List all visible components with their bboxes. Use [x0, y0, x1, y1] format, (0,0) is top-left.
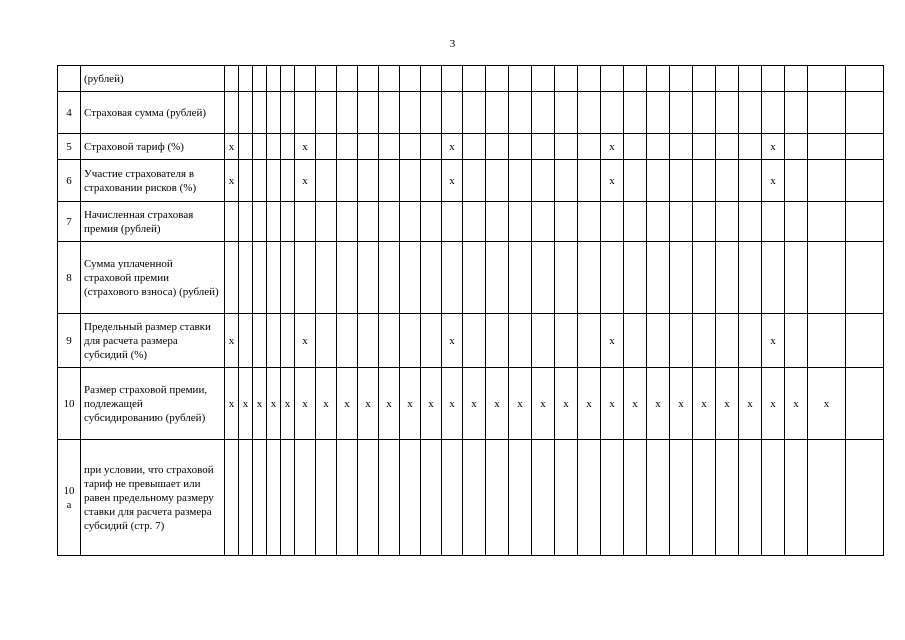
table-cell — [442, 92, 463, 134]
table-cell — [846, 202, 884, 242]
row-number: 10 — [58, 368, 81, 440]
table-cell: x — [739, 368, 762, 440]
table-cell: x — [442, 314, 463, 368]
table-cell — [670, 66, 693, 92]
table-cell — [670, 242, 693, 314]
table-cell — [379, 242, 400, 314]
table-cell — [358, 160, 379, 202]
table-cell — [716, 242, 739, 314]
table-cell — [670, 134, 693, 160]
table-cell — [267, 202, 281, 242]
table-cell — [808, 202, 846, 242]
table-cell — [578, 202, 601, 242]
row-label: Сумма уплаченной страховой премии (страхового взноса) (рублей) — [81, 242, 225, 314]
table-cell — [670, 92, 693, 134]
table-cell — [337, 314, 358, 368]
table-cell — [762, 66, 785, 92]
table-cell — [486, 134, 509, 160]
table-cell: x — [295, 134, 316, 160]
table-cell — [281, 66, 295, 92]
table-cell — [846, 368, 884, 440]
table-cell — [400, 314, 421, 368]
table-cell — [281, 440, 295, 556]
table-cell — [555, 202, 578, 242]
table-cell — [578, 242, 601, 314]
table-cell — [239, 92, 253, 134]
table-cell — [239, 66, 253, 92]
table-cell — [555, 242, 578, 314]
table-cell — [808, 92, 846, 134]
table-row — [58, 134, 884, 160]
table-cell — [253, 440, 267, 556]
table-cell — [337, 92, 358, 134]
table-cell — [624, 92, 647, 134]
table-cell — [400, 202, 421, 242]
table-cell — [808, 160, 846, 202]
table-cell: x — [225, 368, 239, 440]
table-cell — [486, 92, 509, 134]
table-cell — [716, 440, 739, 556]
table-cell: x — [532, 368, 555, 440]
table-cell — [267, 134, 281, 160]
table-cell — [647, 66, 670, 92]
table-cell — [739, 242, 762, 314]
table-cell — [295, 242, 316, 314]
table-cell: x — [463, 368, 486, 440]
table-cell — [295, 92, 316, 134]
table-cell — [762, 92, 785, 134]
table-cell — [785, 242, 808, 314]
table-cell — [421, 440, 442, 556]
table-cell — [693, 134, 716, 160]
row-label: (рублей) — [81, 66, 225, 92]
table-row — [58, 66, 884, 92]
table-cell — [532, 92, 555, 134]
table-cell — [693, 66, 716, 92]
table-cell — [578, 66, 601, 92]
table-cell — [239, 314, 253, 368]
table-cell — [281, 202, 295, 242]
table-cell — [316, 242, 337, 314]
table-cell — [400, 92, 421, 134]
table-cell — [239, 134, 253, 160]
table-cell: x — [442, 368, 463, 440]
table-cell — [379, 314, 400, 368]
table-cell — [647, 440, 670, 556]
table-cell — [716, 134, 739, 160]
table-cell — [400, 160, 421, 202]
table-cell: x — [716, 368, 739, 440]
table-cell — [624, 134, 647, 160]
table-cell — [846, 314, 884, 368]
table-cell — [647, 160, 670, 202]
table-cell: x — [358, 368, 379, 440]
table-cell — [846, 440, 884, 556]
table-cell: x — [624, 368, 647, 440]
table-cell — [532, 134, 555, 160]
table-cell — [337, 66, 358, 92]
table-cell — [379, 92, 400, 134]
table-cell — [463, 314, 486, 368]
table-cell — [532, 202, 555, 242]
table-cell — [739, 160, 762, 202]
table-cell — [762, 202, 785, 242]
table-cell — [486, 242, 509, 314]
table-cell — [253, 66, 267, 92]
table-cell: x — [379, 368, 400, 440]
table-cell — [532, 66, 555, 92]
table-cell — [670, 440, 693, 556]
table-cell: x — [225, 134, 239, 160]
table-cell: x — [281, 368, 295, 440]
table-cell — [509, 160, 532, 202]
table-cell — [647, 202, 670, 242]
table-cell — [486, 160, 509, 202]
table-cell — [421, 160, 442, 202]
table-cell — [555, 92, 578, 134]
table-cell — [442, 242, 463, 314]
row-label: Начисленная страховая премия (рублей) — [81, 202, 225, 242]
table-cell — [509, 92, 532, 134]
table-cell — [239, 160, 253, 202]
table-cell — [337, 202, 358, 242]
table-cell — [555, 134, 578, 160]
table-cell — [555, 440, 578, 556]
row-label: Участие страхователя в страховании рисков (%) — [81, 160, 225, 202]
table-cell — [601, 440, 624, 556]
table-cell: x — [509, 368, 532, 440]
table-cell — [808, 314, 846, 368]
table-cell — [693, 242, 716, 314]
table-cell — [716, 314, 739, 368]
table-cell — [463, 134, 486, 160]
table-cell — [785, 160, 808, 202]
table-cell — [624, 440, 647, 556]
table-cell — [267, 160, 281, 202]
table-cell — [295, 202, 316, 242]
table-cell — [693, 440, 716, 556]
table-cell — [400, 66, 421, 92]
table-cell — [624, 66, 647, 92]
table-cell: x — [421, 368, 442, 440]
table-cell — [624, 242, 647, 314]
table-cell — [337, 440, 358, 556]
table-cell — [463, 242, 486, 314]
table-row — [58, 314, 884, 368]
row-label: Страховой тариф (%) — [81, 134, 225, 160]
table-cell — [239, 202, 253, 242]
table-cell: x — [295, 160, 316, 202]
table-cell — [739, 92, 762, 134]
table-row — [58, 368, 884, 440]
table-cell — [532, 242, 555, 314]
table-cell — [647, 314, 670, 368]
table-cell: x — [295, 368, 316, 440]
table-cell — [379, 160, 400, 202]
table-cell — [739, 134, 762, 160]
row-label: Размер страховой премии, подлежащей субсидированию (рублей) — [81, 368, 225, 440]
table-cell — [316, 314, 337, 368]
table-cell — [442, 202, 463, 242]
table-cell: x — [267, 368, 281, 440]
table-cell — [316, 92, 337, 134]
table-cell — [421, 314, 442, 368]
table-cell — [624, 314, 647, 368]
table-cell — [846, 160, 884, 202]
table-cell — [316, 202, 337, 242]
table-cell — [486, 202, 509, 242]
table-cell — [808, 134, 846, 160]
table-cell — [267, 242, 281, 314]
table-cell — [670, 314, 693, 368]
table-cell — [379, 134, 400, 160]
table-cell — [670, 202, 693, 242]
table-cell: x — [785, 368, 808, 440]
table-cell — [739, 66, 762, 92]
table-cell: x — [316, 368, 337, 440]
table-cell — [281, 314, 295, 368]
table-cell — [316, 66, 337, 92]
table-cell: x — [762, 314, 785, 368]
table-cell: x — [225, 160, 239, 202]
table-cell — [253, 92, 267, 134]
table-cell — [442, 440, 463, 556]
table-cell — [846, 242, 884, 314]
table-cell — [337, 160, 358, 202]
table-cell — [253, 160, 267, 202]
table-cell — [358, 202, 379, 242]
row-number: 9 — [58, 314, 81, 368]
table-cell — [463, 66, 486, 92]
table-cell — [578, 160, 601, 202]
table-cell — [358, 92, 379, 134]
table-cell — [785, 92, 808, 134]
table-cell — [785, 440, 808, 556]
table-cell: x — [693, 368, 716, 440]
subsidy-form-table — [57, 65, 884, 556]
table-cell — [253, 134, 267, 160]
table-row — [58, 202, 884, 242]
table-cell: x — [239, 368, 253, 440]
table-row — [58, 440, 884, 556]
table-cell — [421, 202, 442, 242]
row-number: 6 — [58, 160, 81, 202]
table-cell: x — [442, 134, 463, 160]
table-cell: x — [337, 368, 358, 440]
table-cell — [785, 134, 808, 160]
table-cell — [762, 242, 785, 314]
table-cell: x — [808, 368, 846, 440]
table-cell — [578, 92, 601, 134]
table-cell — [225, 202, 239, 242]
table-cell — [225, 66, 239, 92]
table-cell — [808, 66, 846, 92]
table-cell — [486, 440, 509, 556]
table-cell — [762, 440, 785, 556]
row-label: Предельный размер ставки для расчета размера субсидий (%) — [81, 314, 225, 368]
table-cell — [463, 92, 486, 134]
table-cell — [601, 202, 624, 242]
table-cell — [739, 440, 762, 556]
table-cell: x — [578, 368, 601, 440]
table-cell — [358, 66, 379, 92]
table-cell — [624, 160, 647, 202]
table-cell — [601, 66, 624, 92]
table-cell — [358, 440, 379, 556]
table-cell — [316, 440, 337, 556]
table-cell: x — [555, 368, 578, 440]
table-cell — [267, 440, 281, 556]
table-cell: x — [486, 368, 509, 440]
table-cell — [358, 242, 379, 314]
row-number: 5 — [58, 134, 81, 160]
row-number: 4 — [58, 92, 81, 134]
table-cell — [532, 314, 555, 368]
table-cell: x — [762, 160, 785, 202]
table-cell — [421, 66, 442, 92]
table-cell — [785, 314, 808, 368]
table-cell: x — [601, 368, 624, 440]
table-row — [58, 160, 884, 202]
table-cell — [716, 92, 739, 134]
table-cell — [225, 242, 239, 314]
table-cell — [316, 134, 337, 160]
table-cell — [693, 92, 716, 134]
table-cell — [379, 66, 400, 92]
table-cell — [400, 440, 421, 556]
table-cell — [253, 242, 267, 314]
table-cell: x — [647, 368, 670, 440]
table-cell: x — [295, 314, 316, 368]
table-cell: x — [670, 368, 693, 440]
table-cell — [808, 440, 846, 556]
table-cell — [624, 202, 647, 242]
table-cell — [379, 440, 400, 556]
table-cell — [281, 160, 295, 202]
row-label: при условии, что страховой тариф не превышает или равен предельному размеру ставки для расчета размера субсидий (стр. 7) — [81, 440, 225, 556]
table-cell — [358, 314, 379, 368]
row-number — [58, 66, 81, 92]
table-cell — [555, 160, 578, 202]
table-cell — [486, 314, 509, 368]
table-cell — [716, 66, 739, 92]
table-cell — [785, 66, 808, 92]
table-cell — [463, 160, 486, 202]
table-cell — [716, 160, 739, 202]
table-cell — [486, 66, 509, 92]
table-cell — [532, 440, 555, 556]
table-cell: x — [601, 160, 624, 202]
table-cell — [463, 440, 486, 556]
table-cell — [281, 134, 295, 160]
table-cell — [846, 66, 884, 92]
table-cell — [267, 314, 281, 368]
table-cell — [509, 66, 532, 92]
table-cell — [578, 440, 601, 556]
table-cell — [509, 314, 532, 368]
table-cell — [532, 160, 555, 202]
table-cell: x — [762, 134, 785, 160]
table-cell — [267, 92, 281, 134]
table-cell — [267, 66, 281, 92]
page-number: 3 — [449, 38, 456, 50]
table-cell — [509, 440, 532, 556]
table-cell: x — [253, 368, 267, 440]
table-cell — [509, 202, 532, 242]
table-cell — [739, 314, 762, 368]
table-cell — [358, 134, 379, 160]
table-cell — [463, 202, 486, 242]
table-cell — [647, 242, 670, 314]
row-number: 8 — [58, 242, 81, 314]
table-cell — [239, 242, 253, 314]
table-cell — [808, 242, 846, 314]
table-cell — [693, 314, 716, 368]
table-cell — [578, 134, 601, 160]
table-cell — [281, 242, 295, 314]
table-cell — [295, 66, 316, 92]
table-row — [58, 242, 884, 314]
table-cell — [647, 92, 670, 134]
table-cell — [295, 440, 316, 556]
table-cell: x — [225, 314, 239, 368]
table-cell — [647, 134, 670, 160]
table-cell — [785, 202, 808, 242]
table-cell — [400, 242, 421, 314]
table-cell: x — [601, 134, 624, 160]
table-cell — [846, 92, 884, 134]
table-cell — [337, 242, 358, 314]
table-cell: x — [601, 314, 624, 368]
table-cell — [253, 202, 267, 242]
table-cell — [421, 92, 442, 134]
table-cell — [421, 242, 442, 314]
table-cell — [555, 66, 578, 92]
table-cell — [578, 314, 601, 368]
table-cell — [739, 202, 762, 242]
table-cell — [225, 440, 239, 556]
table-cell — [601, 92, 624, 134]
table-cell — [693, 202, 716, 242]
table-cell — [316, 160, 337, 202]
table-row — [58, 92, 884, 134]
table-cell — [716, 202, 739, 242]
table-cell — [337, 134, 358, 160]
table-cell — [601, 242, 624, 314]
table-cell — [281, 92, 295, 134]
row-label: Страховая сумма (рублей) — [81, 92, 225, 134]
table-cell — [421, 134, 442, 160]
table-cell — [442, 66, 463, 92]
table-cell — [379, 202, 400, 242]
table-cell — [400, 134, 421, 160]
table-cell: x — [400, 368, 421, 440]
table-cell — [509, 242, 532, 314]
row-number: 7 — [58, 202, 81, 242]
table-cell — [693, 160, 716, 202]
table-cell — [670, 160, 693, 202]
table-cell: x — [442, 160, 463, 202]
table-cell — [509, 134, 532, 160]
table-cell — [846, 134, 884, 160]
table-cell — [253, 314, 267, 368]
table-cell — [239, 440, 253, 556]
table-cell: x — [762, 368, 785, 440]
row-number: 10 а — [58, 440, 81, 556]
table-cell — [555, 314, 578, 368]
table-cell — [225, 92, 239, 134]
